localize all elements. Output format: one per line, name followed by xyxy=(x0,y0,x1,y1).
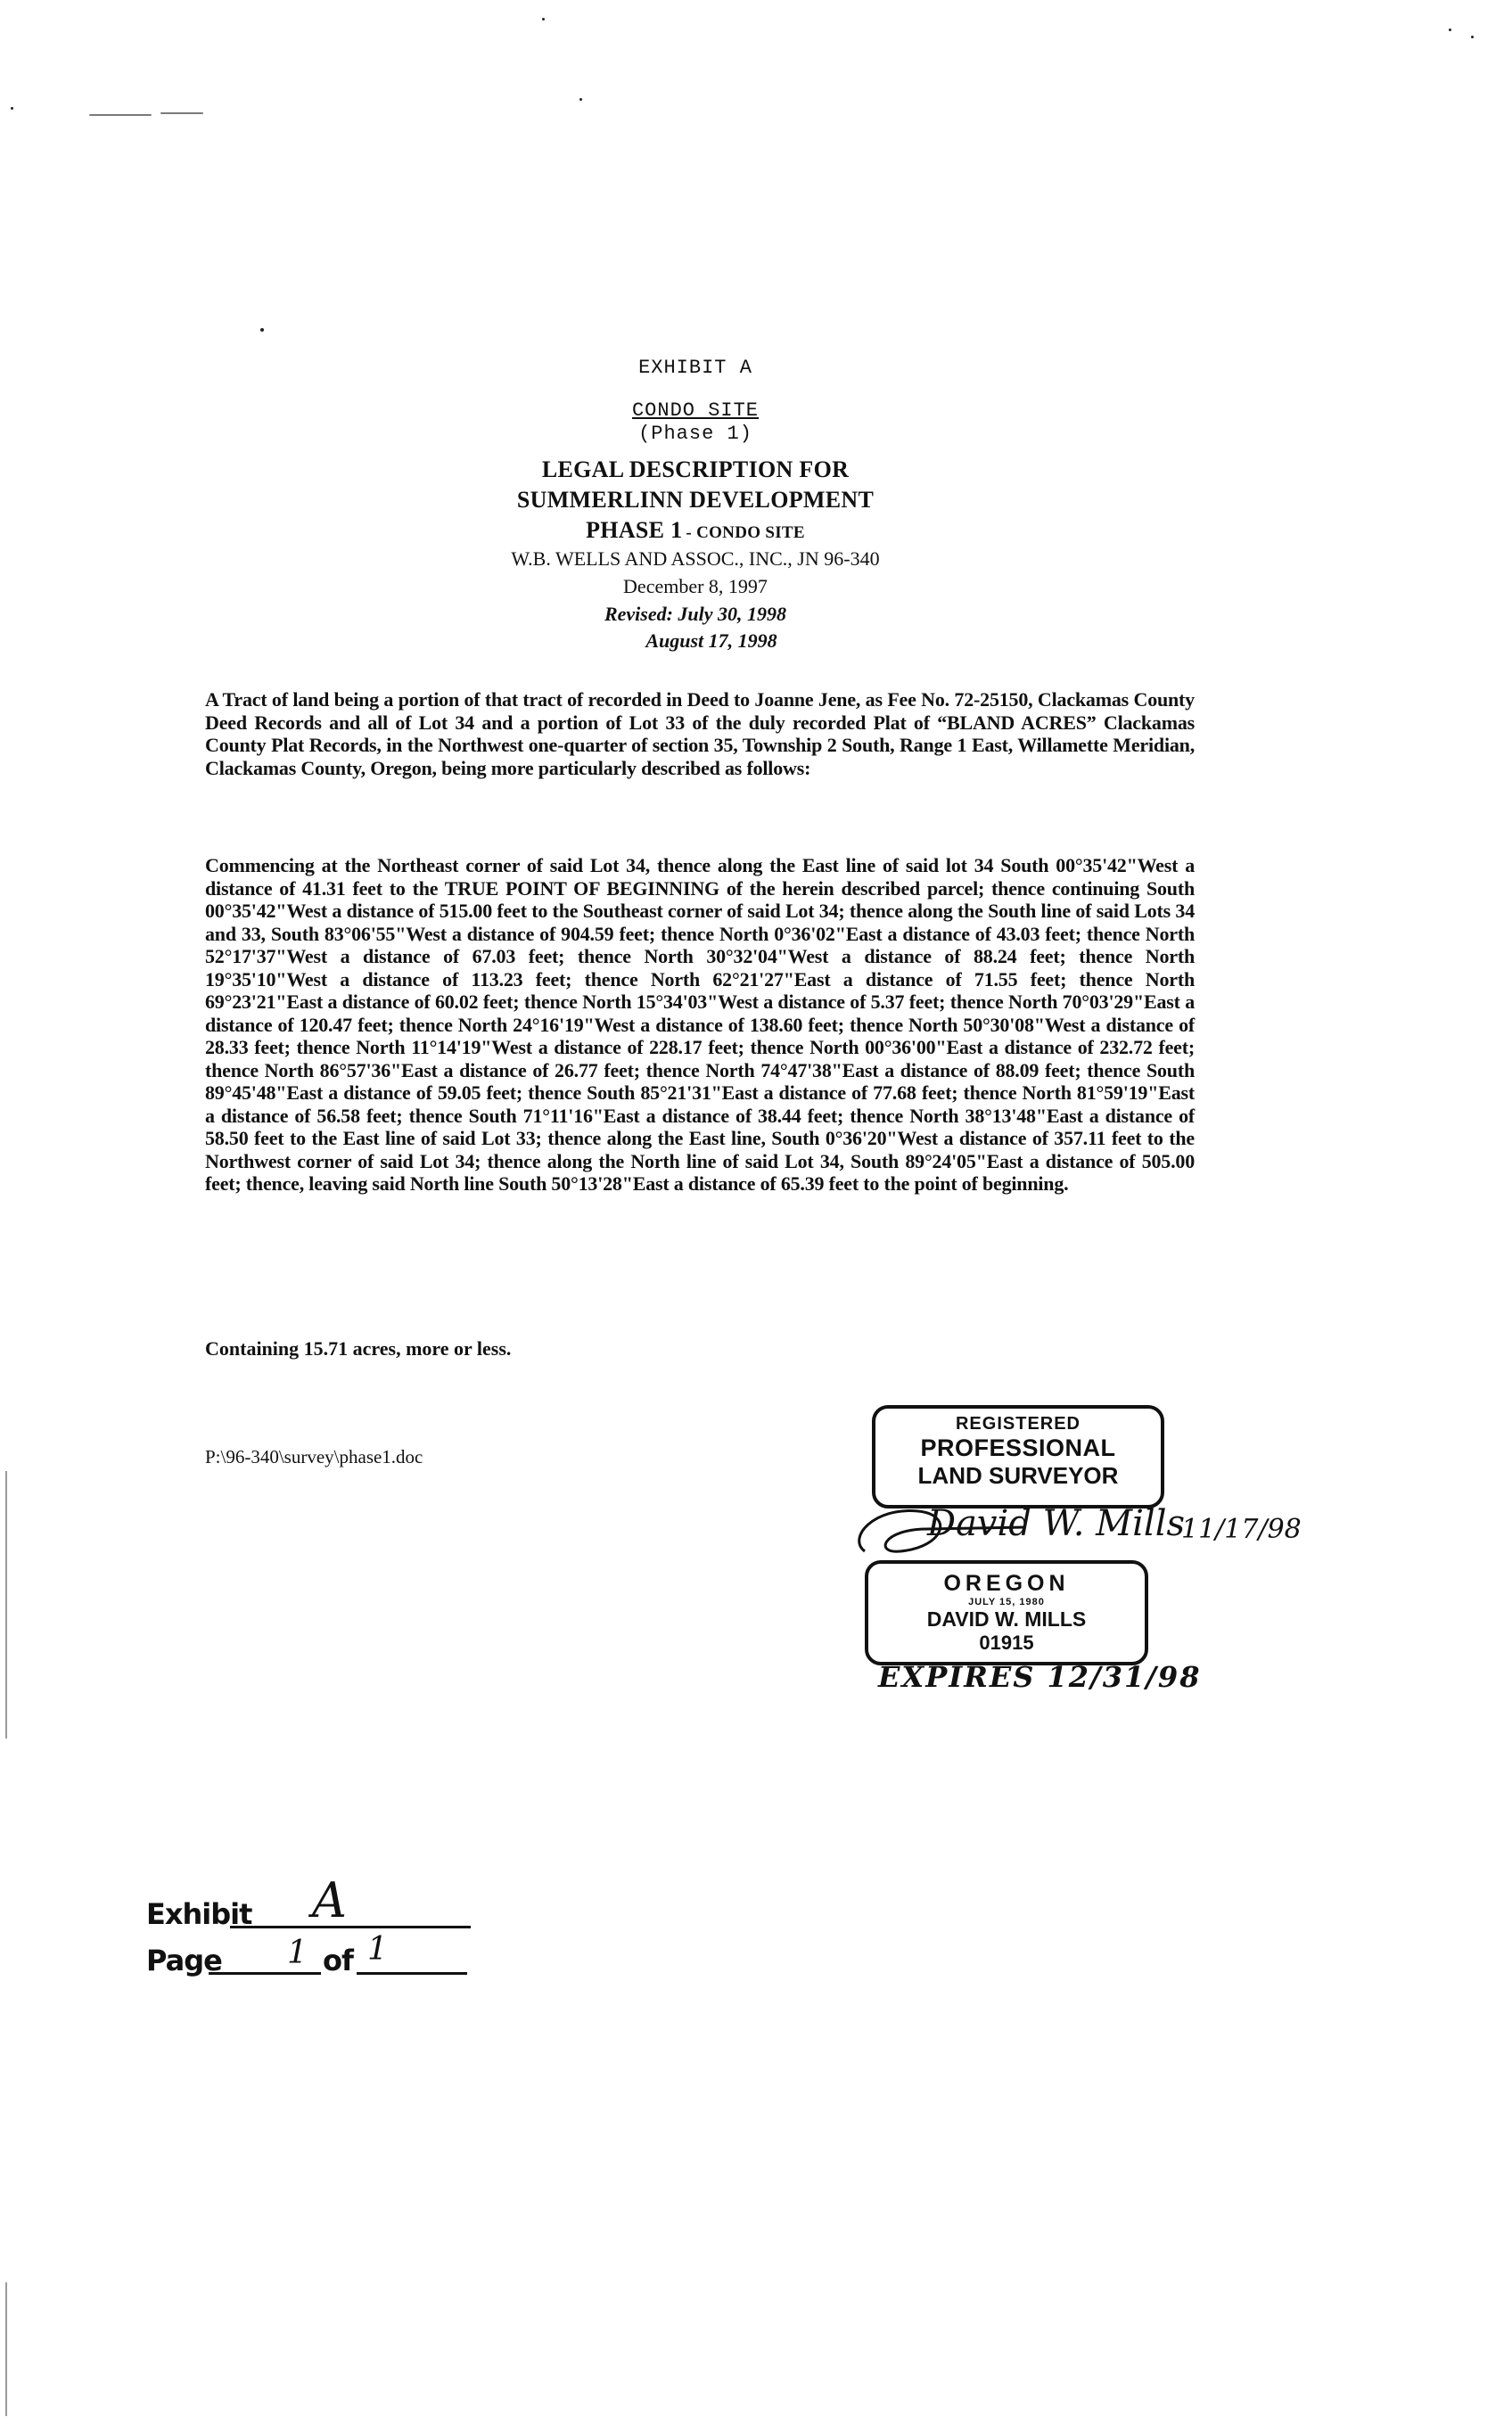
scan-speck xyxy=(542,18,545,21)
title-line-2: SUMMERLINN DEVELOPMENT xyxy=(516,487,875,513)
stamp-surveyor-name: DAVID W. MILLS xyxy=(926,1607,1087,1631)
intro-paragraph: A Tract of land being a portion of that tract of recorded in Deed to Joanne Jene, as Fee No. 72-25150, Clackamas County Deed Records and all of Lot 34 and a portion of Lot 33 of the duly recorded Plat of “BLAND ACRES” Clackamas County Plat Records, in the Northwest one-quarter of section 35, Township 2 South, Range 1 East, Willamette Meridian, Clackamas County, Oregon, being more particularly described as follows: xyxy=(205,688,1195,779)
scan-speck xyxy=(1449,29,1451,31)
surveyor-signature: David W. Mills xyxy=(927,1503,1186,1544)
of-label: of xyxy=(323,1944,353,1977)
page-underline xyxy=(209,1972,321,1975)
exhibit-label: Exhibit xyxy=(146,1897,252,1931)
acreage-line: Containing 15.71 acres, more or less. xyxy=(205,1337,512,1360)
of-underline xyxy=(357,1972,467,1975)
exhibit-title: EXHIBIT A xyxy=(638,357,752,379)
page-label: Page xyxy=(146,1944,222,1977)
surveyor-stamp-bottom xyxy=(865,1560,1148,1665)
exhibit-value: A xyxy=(312,1872,347,1928)
stamp-professional: PROFESSIONAL xyxy=(920,1434,1116,1461)
of-value: 1 xyxy=(367,1931,388,1968)
expiration-note: EXPIRES 12/31/98 xyxy=(878,1660,1202,1694)
site-label xyxy=(0,399,1391,422)
firm-line: W.B. WELLS AND ASSOC., INC., JN 96-340 xyxy=(511,547,880,570)
revised-line: Revised: July 30, 1998 xyxy=(604,603,787,625)
surveyor-stamp-top xyxy=(872,1405,1164,1508)
signature-date: 11/17/98 xyxy=(1181,1514,1302,1545)
scan-edge xyxy=(5,2282,7,2416)
scan-speck xyxy=(89,114,152,116)
stamp-state: OREGON xyxy=(943,1571,1070,1596)
scan-speck xyxy=(260,328,264,332)
date-line: December 8, 1997 xyxy=(623,575,768,597)
scan-edge xyxy=(5,1471,7,1739)
file-path: P:\96-340\survey\phase1.doc xyxy=(205,1446,423,1467)
scan-speck xyxy=(160,112,203,114)
title-line-3 xyxy=(0,517,1391,544)
page-value: 1 xyxy=(287,1935,308,1971)
stamp-registered-date: JULY 15, 1980 xyxy=(968,1597,1045,1607)
scan-speck xyxy=(11,107,13,110)
phase-label: (Phase 1) xyxy=(638,423,752,445)
legal-description: Commencing at the Northeast corner of said Lot 34, thence along the East line of said lot 34 South 00°35'42"West a distance of 41.31 feet to the TRUE POINT OF BEGINNING of the herein described parcel; thence continuing South 00°35'42"West a distance of 515.00 feet to the Southeast corner of said Lot 34; thence along the South line of said Lots 34 and 33, South 83°06'55"West a distance of 904.59 feet; thence North 0°36'02"East a distance of 43.03 feet; thence North 52°17'37"West a distance of 67.03 feet; thence North 30°32'04"West a distance of 88.24 feet; thence North 19°35'10"West a distance of 113.23 feet; thence North 62°21'27"East a distance of 71.55 feet; thence North 69°23'21"East a distance of 60.02 feet; thence North 15°34'03"West a distance of 5.37 feet; thence North 70°03'29"East a distance of 120.47 feet; thence North 24°16'19"West a distance of 138.60 feet; thence North 50°30'08"West a distance of 28.33 feet; thence North 11°14'19"West a distance of 228.17 feet; thence North 00°36'00"East a distance of 232.72 feet; thence North 86°57'36"East a distance of 26.77 feet; thence North 74°47'38"East a distance of 88.09 feet; thence South 89°45'48"East a distance of 59.05 feet; thence South 85°21'31"East a distance of 77.68 feet; thence North 81°59'19"East a distance of 56.58 feet; thence South 71°11'16"East a distance of 38.44 feet; thence North 38°13'48"East a distance of 58.50 feet to the East line of said Lot 33; thence along the East line, South 0°36'20"West a distance of 357.11 feet to the Northwest corner of said Lot 34; thence along the North line of said Lot 34, South 89°24'05"East a distance of 505.00 feet; thence, leaving said North line South 50°13'28"East a distance of 65.39 feet to the point of beginning. xyxy=(205,854,1195,1195)
revised-line-2: August 17, 1998 xyxy=(645,629,777,652)
stamp-land-surveyor: LAND SURVEYOR xyxy=(917,1462,1119,1489)
title-condo-site: - CONDO SITE xyxy=(686,523,805,542)
title-phase: PHASE 1 xyxy=(586,517,683,543)
site-label-text: CONDO SITE xyxy=(631,399,760,422)
title-line-1: LEGAL DESCRIPTION FOR xyxy=(541,456,850,482)
exhibit-underline xyxy=(230,1926,471,1928)
scan-speck xyxy=(1471,36,1474,38)
stamp-registered: REGISTERED xyxy=(955,1414,1081,1434)
scan-speck xyxy=(579,98,582,101)
stamp-license-number: 01915 xyxy=(979,1632,1034,1654)
